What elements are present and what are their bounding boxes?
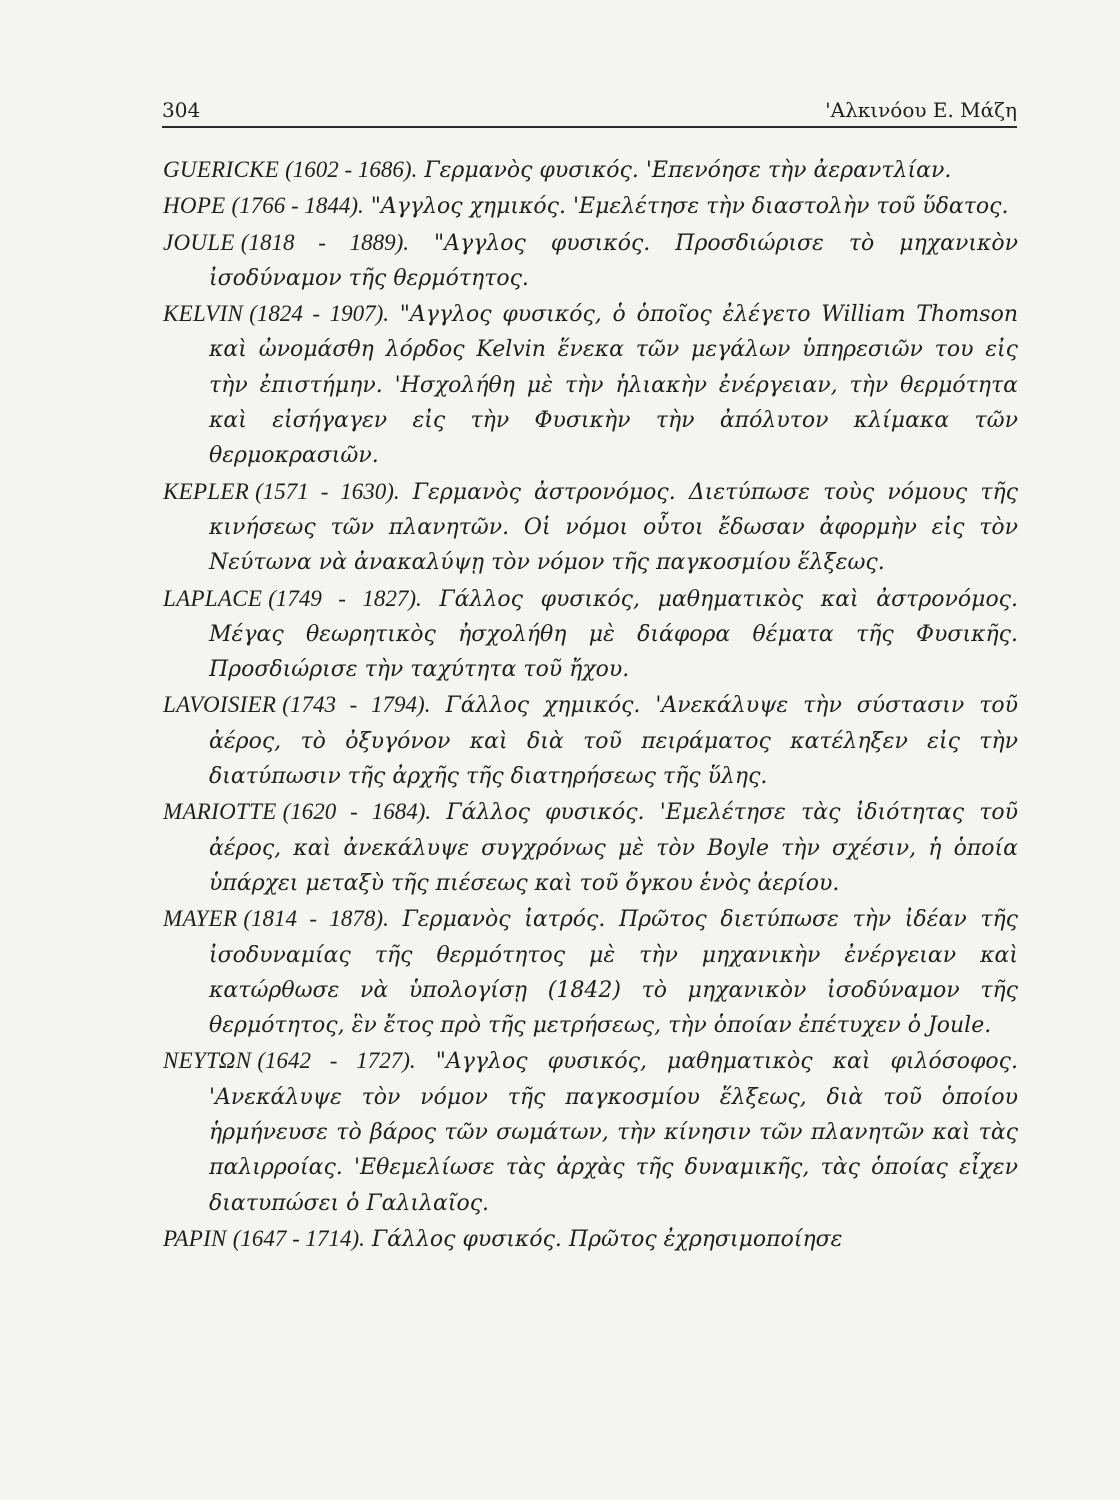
entry-text: Γάλλος χημικός. 'Ανεκάλυψε τὴν σύστασιν τοῦ ἀέρος, τὸ ὀξυγόνον καὶ διὰ τοῦ πειράματος κατέληξεν εἰς τὴν διατύπωσιν τῆς ἀρχῆς τῆς διατηρήσεως τῆς ὕλης. [209,693,1018,790]
entry-name: JOULE [163,229,235,255]
entry-name: MARIOTTE [163,799,277,825]
entry-dates: (1743 - 1794). [282,692,431,718]
header-rule [162,126,1017,128]
entry-name: ΝΕΥΤΩΝ [163,1048,252,1074]
entry-laplace [163,581,1018,688]
entry-dates: (1824 - 1907). [249,301,389,327]
entry-name: GUERICKE [163,157,280,182]
entry-name: LAPLACE [163,585,263,611]
entry-dates: (1620 - 1684). [282,799,432,825]
entry-guericke [163,152,1018,188]
entry-name: HOPE [163,193,226,219]
entry-text: "Αγγλος χημικός. 'Εμελέτησε τὴν διαστολὴν τοῦ ὕδατος. [370,194,1009,220]
entry-text: Γερμανὸς ἀστρονόμος. Διετύπωσε τοὺς νόμους τῆς κινήσεως τῶν πλανητῶν. Οἱ νόμοι οὗτοι ἔδωσαν ἀφορμὴν εἰς τὸν Νεύτωνα νὰ ἀνακαλύψῃ τὸν νόμον τῆς παγκοσμίου ἕλξεως. [209,479,1018,576]
entry-dates: (1642 - 1727). [257,1048,416,1074]
entry-name: LAVOISIER [163,692,277,718]
entry-mariotte [163,794,1018,901]
entry-name: KELVIN [163,301,244,327]
entry-kepler [163,474,1018,581]
running-head-author: 'Αλκινόου Ε. Μάζη [825,98,1017,122]
entry-dates: (1571 - 1630). [255,478,400,504]
entry-text: Γερμανὸς φυσικός. 'Επενόησε τὴν ἀεραντλίαν. [424,158,952,183]
entry-papin [163,1221,1018,1257]
entry-text: Γάλλος φυσικός. Πρῶτος ἐχρησιμοποίησε [371,1226,843,1252]
entry-text: "Αγγλος φυσικός. Προσδιώρισε τὸ μηχανικὸν ἰσοδύναμον τῆς θερμότητος. [209,230,1018,291]
entry-kelvin [163,296,1018,473]
entry-mayer [163,901,1018,1043]
entry-hope [163,188,1018,224]
entry-text: Γερμανὸς ἰατρός. Πρῶτος διετύπωσε τὴν ἰδέαν τῆς ἰσοδυναμίας τῆς θερμότητος μὲ τὴν μηχανικὴν ἐνέργειαν καὶ κατώρθωσε νὰ ὑπολογίσῃ (1842) τὸ μηχανικὸν ἰσοδύναμον τῆς θερμότητος, ἓν ἔτος πρὸ τῆς μετρήσεως, τὴν ὁποίαν ἐπέτυχεν ὁ Joule. [209,907,1018,1039]
entry-text: Γάλλος φυσικός, μαθηματικὸς καὶ ἀστρονόμος. Μέγας θεωρητικὸς ἠσχολήθη μὲ διάφορα θέματα τῆς Φυσικῆς. Προσδιώρισε τὴν ταχύτητα τοῦ ἤχου. [209,586,1018,683]
entry-dates: (1749 - 1827). [268,585,422,611]
entry-name: KEPLER [163,478,250,504]
page-header [162,86,1017,122]
glossary-entries [163,152,1018,1257]
entry-lavoisier [163,687,1018,794]
entry-joule [163,225,1018,297]
entry-text: Γάλλος φυσικός. 'Εμελέτησε τὰς ἰδιότητας τοῦ ἀέρος, καὶ ἀνεκάλυψε συγχρόνως μὲ τὸν Boyle τὴν σχέσιν, ἡ ὁποία ὑπάρχει μεταξὺ τῆς πιέσεως καὶ τοῦ ὄγκου ἑνὸς ἀερίου. [209,800,1018,896]
entry-text: "Αγγλος φυσικός, μαθηματικὸς καὶ φιλόσοφος. 'Ανεκάλυψε τὸν νόμον τῆς παγκοσμίου ἕλξεως, διὰ τοῦ ὁποίου ἡρμήνευσε τὸ βάρος τῶν σωμάτων, τὴν κίνησιν τῶν πλανητῶν καὶ τὰς παλιρροίας. 'Εθεμελίωσε τὰς ἀρχὰς τῆς δυναμικῆς, τὰς ὁποίας εἶχεν διατυπώσει ὁ Γαλιλαῖος. [209,1049,1018,1216]
entry-dates: (1647 - 1714). [232,1225,365,1251]
entry-text: "Αγγλος φυσικός, ὁ ὁποῖος ἐλέγετο William Thomson καὶ ὠνομάσθη λόρδος Kelvin ἕνεκα τῶν μεγάλων ὑπηρεσιῶν του εἰς τὴν ἐπιστήμην. 'Ησχολήθη μὲ τὴν ἡλιακὴν ἐνέργειαν, τὴν θερμότητα καὶ εἰσήγαγεν εἰς τὴν Φυσικὴν τὴν ἀπόλυτον κλίμακα τῶν θερμοκρασιῶν. [209,302,1018,469]
entry-dates: (1818 - 1889). [240,229,410,255]
entry-dates: (1766 - 1844). [231,193,364,219]
entry-name: PAPIN [163,1225,227,1251]
entry-name: MAYER [163,906,238,932]
page-number: 304 [162,98,201,122]
entry-dates: (1602 - 1686). [285,157,418,182]
entry-newton [163,1043,1018,1220]
entry-dates: (1814 - 1878). [243,906,389,932]
